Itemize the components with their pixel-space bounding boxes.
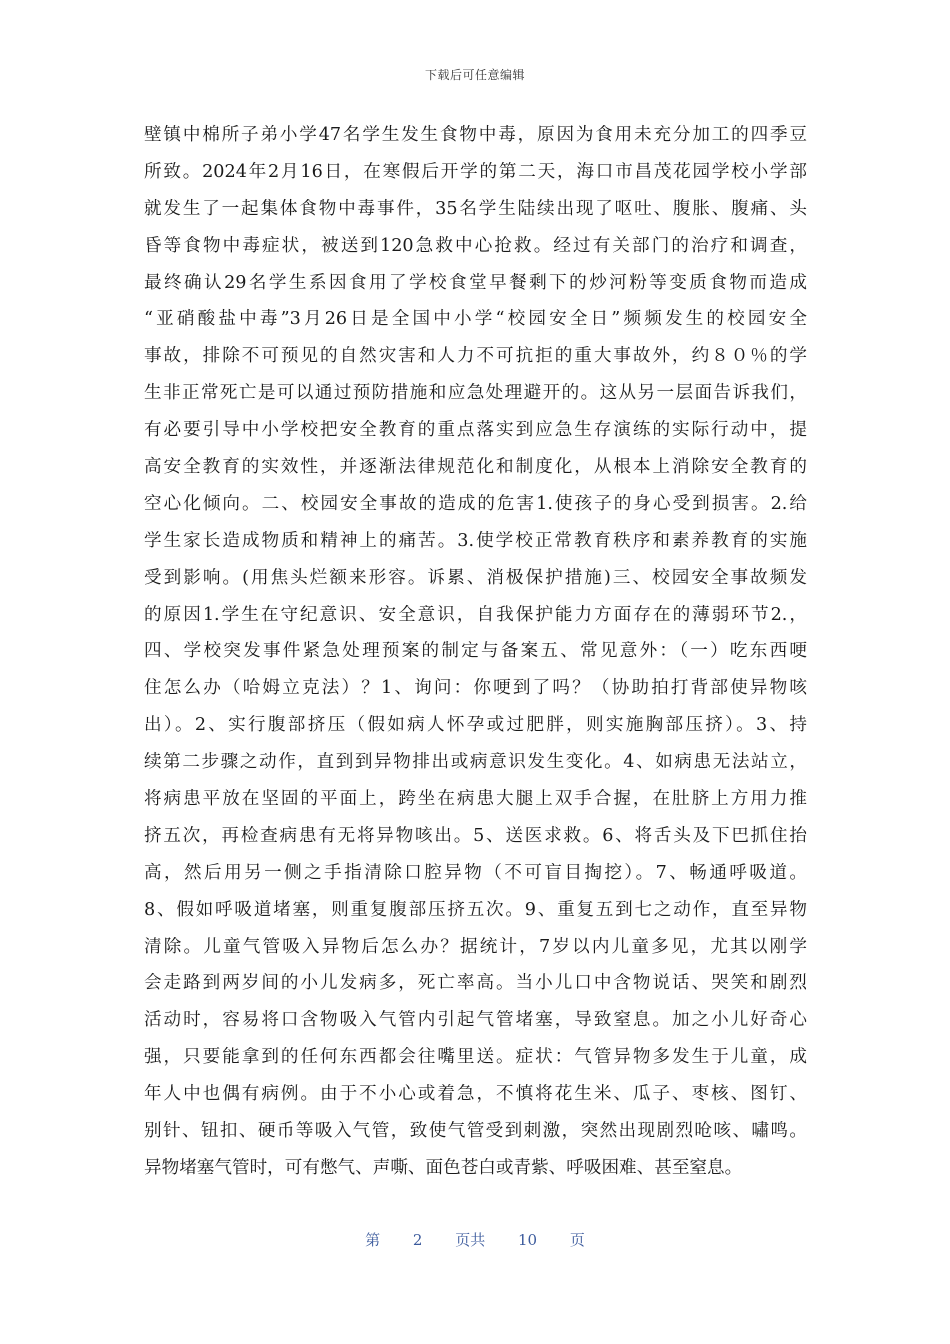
text-line: 最终确认29名学生系因食用了学校食堂早餐剩下的炒河粉等变质食物而造成 [144, 272, 807, 293]
text-line: 强，只要能拿到的任何东西都会往嘴里送。症状：气管异物多发生于儿童，成 [144, 1047, 807, 1068]
text-line: 的原因1.学生在守纪意识、安全意识，自我保护能力方面存在的薄弱环节2.， [144, 604, 807, 625]
text-line: 别针、钮扣、硬币等吸入气管，致使气管受到刺激，突然出现剧烈呛咳、嘯鸣。 [144, 1121, 807, 1142]
page-header-note: 下载后可任意编辑 [424, 68, 525, 82]
current-page-number: 2 [412, 1231, 423, 1249]
text-line: 会走路到两岁间的小儿发病多，死亡率高。当小儿口中含物说话、哭笑和剧烈 [144, 973, 807, 994]
page-footer-suffix: 页 [569, 1231, 585, 1249]
text-line: 生非正常死亡是可以通过预防措施和应急处理避开的。这从另一层面告诉我们， [144, 383, 807, 404]
page-number-footer [0, 1229, 950, 1250]
total-page-count: 10 [518, 1231, 538, 1249]
text-line: 受到影响。(用焦头烂额来形容。诉累、消极保护措施)三、校园安全事故频发 [144, 567, 807, 588]
text-line: 年人中也偶有病例。由于不小心或着急，不慎将花生米、瓜子、枣核、图钉、 [144, 1084, 807, 1105]
text-line: 就发生了一起集体食物中毒事件，35名学生陆续出现了呕吐、腹胀、腹痛、头 [144, 198, 807, 219]
text-line: 四、学校突发事件紧急处理预案的制定与备案五、常见意外：（一）吃东西哽 [144, 641, 807, 662]
text-line: 活动时，容易将口含物吸入气管内引起气管堵塞，导致窒息。加之小儿好奇心 [144, 1010, 807, 1031]
text-line: 住怎么办（哈姆立克法）？1、询问：你哽到了吗？（协助拍打背部使异物咳 [144, 678, 807, 699]
text-line: 壁镇中棉所子弟小学47名学生发生食物中毒，原因为食用未充分加工的四季豆 [144, 125, 807, 145]
text-line: “亚硝酸盐中毒”3月26日是全国中小学“校园安全日”频频发生的校园安全 [144, 309, 807, 330]
text-line: 学生家长造成物质和精神上的痛苦。3.使学校正常教育秩序和素养教育的实施 [144, 530, 807, 551]
text-line: 续第二步骤之动作，直到到异物排出或病意识发生变化。4、如病患无法站立， [144, 752, 807, 773]
text-line: 高安全教育的实效性，并逐渐法律规范化和制度化，从根本上消除安全教育的 [144, 457, 807, 478]
text-line: 挤五次，再检查病患有无将异物咳出。5、送医求救。6、将舌头及下巴抓住抬 [144, 825, 807, 846]
text-line: 异物堵塞气管时，可有憋气、声嘶、面色苍白或青紫、呼吸困难、甚至窒息。 [144, 1157, 743, 1178]
text-line: 事故，排除不可预见的自然灾害和人力不可抗拒的重大事故外，约８０％的学 [144, 346, 807, 367]
text-line: 将病患平放在坚固的平面上，跨坐在病患大腿上双手合握，在肚脐上方用力推 [144, 789, 807, 810]
document-body [144, 117, 807, 1187]
page-footer-prefix: 第 [365, 1231, 381, 1249]
text-line: 空心化倾向。二、校园安全事故的造成的危害1.使孩子的身心受到损害。2.给 [144, 493, 807, 514]
text-line: 高，然后用另一侧之手指清除口腔异物（不可盲目掏挖）。7、畅通呼吸道。 [144, 862, 807, 883]
text-line: 所致。2024年2月16日，在寒假后开学的第二天，海口市昌茂花园学校小学部 [144, 161, 807, 182]
page-footer-middle: 页共 [455, 1231, 486, 1249]
text-line: 清除。儿童气管吸入异物后怎么办？据统计，7岁以内儿童多见，尤其以刚学 [144, 936, 807, 957]
text-line: 8、假如呼吸道堵塞，则重复腹部压挤五次。9、重复五到七之动作，直至异物 [144, 899, 807, 920]
text-line: 出）。2、实行腹部挤压（假如病人怀孕或过肥胖，则实施胸部压挤）。3、持 [144, 715, 807, 736]
text-line: 昏等食物中毒症状，被送到120急救中心抢救。经过有关部门的治疗和调查， [144, 235, 807, 256]
text-line: 有必要引导中小学校把安全教育的重点落实到应急生存演练的实际行动中，提 [144, 420, 807, 441]
